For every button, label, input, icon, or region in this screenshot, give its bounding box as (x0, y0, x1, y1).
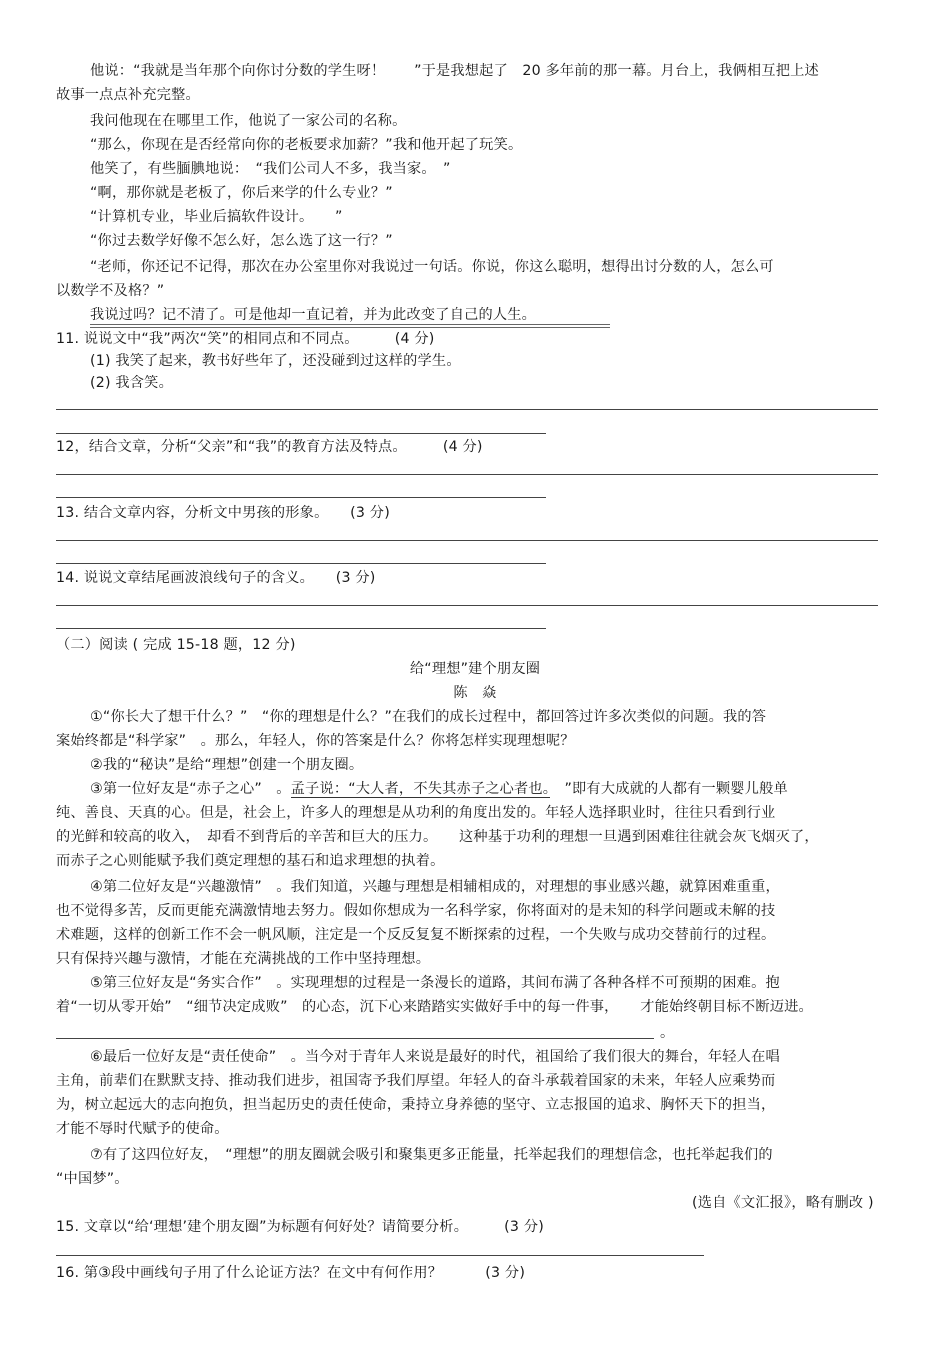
story-paragraph: 他笑了，有些腼腆地说： “我们公司人不多，我当家。 ” (90, 161, 451, 177)
question-14: 14. 说说文章结尾画波浪线句子的含义。 (3 分) (56, 570, 376, 586)
article-paragraph-4-cont: 术难题，这样的创新工作不会一帆风顺，注定是一个反反复复不断探索的过程，一个失败与成功交替前行的过程。 (56, 927, 776, 943)
story-paragraph: “你过去数学好像不怎么好，怎么选了这一行？” (90, 233, 393, 249)
article-paragraph-1: ①“你长大了想干什么？” “你的理想是什么？”在我们的成长过程中，都回答过许多次类似的问题。我的答 (90, 709, 767, 725)
answer-line[interactable] (56, 497, 546, 498)
question-11: 11. 说说文中“我”两次“笑”的相同点和不同点。 (4 分) (56, 331, 435, 347)
story-paragraph-cont: 故事一点点补充完整。 (56, 87, 200, 103)
article-paragraph-3-cont: 而赤子之心则能赋予我们奠定理想的基石和追求理想的执着。 (56, 853, 445, 869)
answer-line[interactable] (56, 433, 546, 434)
wavy-underline (90, 324, 610, 325)
paragraph-3-lead: ③第一位好友是“赤子之心” 。 (90, 781, 291, 797)
question-15: 15. 文章以“给‘理想’建个朋友圈”为标题有何好处？请简要分析。 (3 分) (56, 1219, 544, 1235)
question-13: 13. 结合文章内容，分析文中男孩的形象。 (3 分) (56, 505, 390, 521)
story-paragraph: “啊，那你就是老板了，你后来学的什么专业？” (90, 185, 393, 201)
wavy-underlined-sentence: 我说过吗？记不清了。可是他却一直记着，并为此改变了自己的人生。 (90, 307, 537, 323)
article-paragraph-4: ④第二位好友是“兴趣激情” 。我们知道，兴趣与理想是相辅相成的，对理想的事业感兴趣，就算困难重重， (90, 879, 780, 895)
answer-line[interactable] (56, 540, 878, 541)
article-author: 陈 焱 (453, 685, 497, 701)
story-paragraph: 他说：“我就是当年那个向你讨分数的学生呀！ ”于是我想起了 20 多年前的那一幕。月台上，我俩相互把上述 (90, 63, 819, 79)
wavy-underline (90, 327, 610, 328)
article-paragraph-1-cont: 案始终都是“科学家” 。那么，年轻人，你的答案是什么？你将怎样实现理想呢？ (56, 733, 575, 749)
answer-line[interactable] (56, 1255, 704, 1256)
underlined-quote: 孟子说：“大人者，不失其赤子之心者也。 (290, 781, 551, 797)
story-paragraph: “老师，你还记不记得，那次在办公室里你对我说过一句话。你说，你这么聪明，想得出讨分数的人，怎么可 (90, 259, 774, 275)
article-paragraph-4-cont: 也不觉得多苦，反而更能充满激情地去努力。假如你想成为一名科学家，你将面对的是未知的科学问题或未解的技 (56, 903, 776, 919)
article-paragraph-6-cont: 主角，前辈们在默默支持、推动我们进步，祖国寄予我们厚望。年轻人的奋斗承载着国家的未来，年轻人应乘势而 (56, 1073, 776, 1089)
paragraph-3-rest: ”即有大成就的人都有一颗婴儿般单 (550, 781, 788, 797)
article-paragraph-7-cont: “中国梦”。 (56, 1171, 129, 1187)
article-paragraph-6: ⑥最后一位好友是“责任使命” 。当今对于青年人来说是最好的时代，祖国给了我们很大的舞台，年轻人在唱 (90, 1049, 780, 1065)
story-paragraph-cont: 以数学不及格？” (56, 283, 165, 299)
article-paragraph-2: ②我的“秘诀”是给“理想”创建一个朋友圈。 (90, 757, 364, 773)
article-paragraph-6-cont: 为，树立起远大的志向抱负，担当起历史的责任使命，秉持立身养德的坚守、立志报国的追求、胸怀天下的担当， (56, 1097, 776, 1113)
article-source: (选自《文汇报》，略有删改 ) (692, 1195, 874, 1211)
article-paragraph-5-cont: 着“一切从零开始” “细节决定成败” 的心态，沉下心来踏踏实实做好手中的每一件事， 才能始终朝目标不断迈进。 (56, 999, 813, 1015)
answer-line[interactable] (56, 605, 878, 606)
section-header: （二）阅读 ( 完成 15-18 题，12 分) (56, 637, 296, 653)
answer-line[interactable] (56, 563, 546, 564)
question-12: 12，结合文章，分析“父亲”和“我”的教育方法及特点。 (4 分) (56, 439, 483, 455)
article-paragraph-3-cont: 纯、善良、天真的心。但是，社会上，许多人的理想是从功利的角度出发的。年轻人选择职业时，往往只看到行业 (56, 805, 776, 821)
question-16: 16. 第③段中画线句子用了什么论证方法？在文中有何作用？ (3 分) (56, 1265, 526, 1281)
story-paragraph: 我问他现在在哪里工作，他说了一家公司的名称。 (90, 113, 407, 129)
article-title: 给“理想”建个朋友圈 (409, 661, 541, 677)
article-paragraph-5: ⑤第三位好友是“务实合作” 。实现理想的过程是一条漫长的道路，其间布满了各种各样不可预期的困难。抱 (90, 975, 780, 991)
article-paragraph-4-cont: 只有保持兴趣与激情，才能在充满挑战的工作中坚持理想。 (56, 951, 431, 967)
answer-line[interactable] (56, 628, 546, 629)
story-paragraph: “那么，你现在是否经常向你的老板要求加薪？”我和他开起了玩笑。 (90, 137, 523, 153)
article-paragraph-6-cont: 才能不辱时代赋予的使命。 (56, 1121, 229, 1137)
question-11-item-2: (2) 我含笑。 (90, 375, 173, 391)
question-11-item-1: (1) 我笑了起来，教书好些年了，还没碰到过这样的学生。 (90, 353, 461, 369)
article-paragraph-7: ⑦有了这四位好友， “理想”的朋友圈就会吸引和聚集更多正能量，托举起我们的理想信念，也托举起我们的 (90, 1147, 773, 1163)
blank-period: 。 (660, 1025, 675, 1041)
fill-in-blank-line[interactable] (56, 1038, 654, 1039)
article-paragraph-3 (90, 780, 788, 798)
article-paragraph-3-cont: 的光鲜和较高的收入， 却看不到背后的辛苦和巨大的压力。 这种基于功利的理想一旦遇到困难往往就会灰飞烟灭了， (56, 829, 819, 845)
story-paragraph: “计算机专业，毕业后搞软件设计。 ” (90, 209, 343, 225)
answer-line[interactable] (56, 409, 878, 410)
answer-line[interactable] (56, 474, 878, 475)
